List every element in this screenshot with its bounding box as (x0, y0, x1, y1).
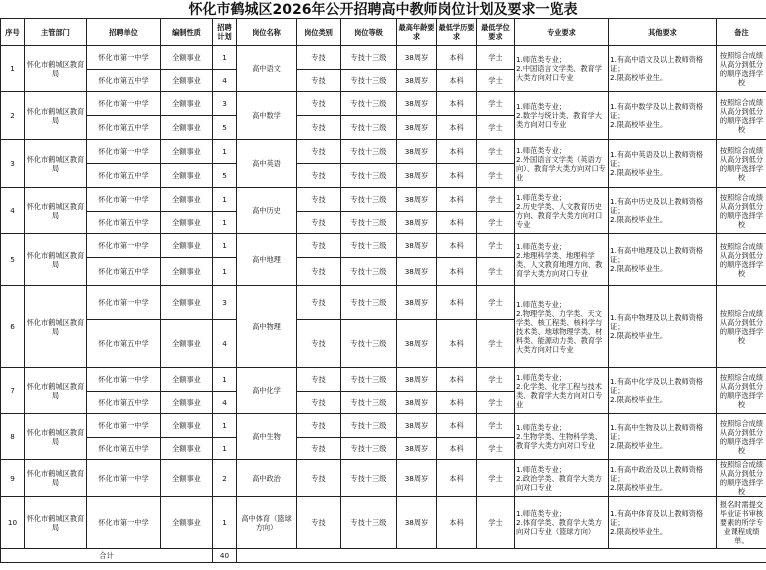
edu-cell: 本科 (437, 368, 477, 392)
unit-cell: 怀化市第一中学 (87, 414, 161, 438)
grade-cell: 专技十三级 (341, 92, 397, 116)
category-cell: 专技 (297, 188, 341, 212)
nature-cell: 全额事业 (161, 258, 213, 286)
page-title: 怀化市鹤城区2026年公开招聘高中教师岗位计划及要求一览表 (188, 2, 578, 18)
unit-cell: 怀化市第一中学 (87, 286, 161, 320)
grade-cell: 专技十三级 (341, 46, 397, 70)
plan-cell: 3 (213, 286, 237, 320)
header-seq: 序号 (1, 19, 25, 46)
dept-cell: 怀化市鹤城区教育局 (25, 46, 87, 92)
dept-cell: 怀化市鹤城区教育局 (25, 92, 87, 140)
plan-cell: 5 (213, 116, 237, 140)
edu-cell: 本科 (437, 286, 477, 320)
header-unit: 招聘单位 (87, 19, 161, 46)
seq-cell: 9 (1, 460, 25, 497)
plan-cell: 1 (213, 368, 237, 392)
grade-cell: 专技十三级 (341, 188, 397, 212)
nature-cell: 全额事业 (161, 92, 213, 116)
plan-cell: 1 (213, 46, 237, 70)
unit-cell: 怀化市第一中学 (87, 188, 161, 212)
degree-cell: 学士 (477, 92, 515, 116)
grade-cell: 专技十三级 (341, 286, 397, 320)
header-degree: 最低学位要求 (477, 19, 515, 46)
degree-cell: 学士 (477, 234, 515, 258)
nature-cell: 全额事业 (161, 234, 213, 258)
dept-cell: 怀化市鹤城区教育局 (25, 460, 87, 497)
edu-cell: 本科 (437, 188, 477, 212)
nature-cell: 全额事业 (161, 497, 213, 549)
note-cell: 按照综合成绩从高分到低分的顺序选择学校 (717, 92, 766, 140)
degree-cell: 学士 (477, 286, 515, 320)
age-cell: 38周岁 (397, 234, 437, 258)
dept-cell: 怀化市鹤城区教育局 (25, 140, 87, 188)
degree-cell: 学士 (477, 258, 515, 286)
plan-cell: 3 (213, 92, 237, 116)
major-cell: 1.师范类专业； 2.政治学类、教育学大类方向对口专业 (515, 460, 609, 497)
note-cell: 按照综合成绩从高分到低分的顺序选择学校 (717, 234, 766, 286)
note-cell: 按照综合成绩从高分到低分的顺序选择学校 (717, 140, 766, 188)
other-cell: 1.有高中语文及以上教师资格证； 2.限高校毕业生。 (609, 46, 717, 92)
degree-cell: 学士 (477, 368, 515, 392)
degree-cell: 学士 (477, 320, 515, 368)
age-cell: 38周岁 (397, 116, 437, 140)
grade-cell: 专技十三级 (341, 320, 397, 368)
table-row (1, 140, 766, 164)
other-cell: 1.有高中历史及以上教师资格证； 2.限高校毕业生。 (609, 188, 717, 234)
major-cell: 1.师范类专业； 2.化学类、化学工程与技术类、教育学大类方向对口专业 (515, 368, 609, 414)
grade-cell: 专技十三级 (341, 258, 397, 286)
plan-cell: 2 (213, 460, 237, 497)
table-row (1, 46, 766, 70)
note-cell: 按照综合成绩从高分到低分的顺序选择学校 (717, 368, 766, 414)
header-nature: 编制性质 (161, 19, 213, 46)
age-cell: 38周岁 (397, 414, 437, 438)
grade-cell: 专技十三级 (341, 212, 397, 234)
category-cell: 专技 (297, 258, 341, 286)
age-cell: 38周岁 (397, 188, 437, 212)
unit-cell: 怀化市第一中学 (87, 46, 161, 70)
seq-cell: 3 (1, 140, 25, 188)
recruitment-table (0, 18, 766, 563)
degree-cell: 学士 (477, 164, 515, 188)
header-category: 岗位类别 (297, 19, 341, 46)
edu-cell: 本科 (437, 320, 477, 368)
plan-cell: 1 (213, 212, 237, 234)
table-row (1, 497, 766, 549)
age-cell: 38周岁 (397, 368, 437, 392)
edu-cell: 本科 (437, 392, 477, 414)
other-cell: 1.有高中体育及以上教师资格证； 2.限高校毕业生。 (609, 497, 717, 549)
major-cell: 1.师范类专业； 2.数学与统计类、教育学大类方向对口专业 (515, 92, 609, 140)
plan-cell: 1 (213, 188, 237, 212)
dept-cell: 怀化市鹤城区教育局 (25, 497, 87, 549)
table-row (1, 188, 766, 212)
table-body (1, 46, 766, 563)
category-cell: 专技 (297, 140, 341, 164)
category-cell: 专技 (297, 414, 341, 438)
grade-cell: 专技十三级 (341, 392, 397, 414)
header-age: 最高年龄要求 (397, 19, 437, 46)
post-cell: 高中体育（篮球方向） (237, 497, 297, 549)
seq-cell: 5 (1, 234, 25, 286)
degree-cell: 学士 (477, 70, 515, 92)
total-row (1, 549, 766, 563)
major-cell: 1.师范类专业； 2.生物学类、生物科学类、教育学大类方向对口专业 (515, 414, 609, 460)
age-cell: 38周岁 (397, 460, 437, 497)
nature-cell: 全额事业 (161, 392, 213, 414)
nature-cell: 全额事业 (161, 140, 213, 164)
unit-cell: 怀化市第一中学 (87, 497, 161, 549)
degree-cell: 学士 (477, 116, 515, 140)
unit-cell: 怀化市第一中学 (87, 368, 161, 392)
header-note: 备注 (717, 19, 766, 46)
seq-cell: 8 (1, 414, 25, 460)
dept-cell: 怀化市鹤城区教育局 (25, 368, 87, 414)
nature-cell: 全额事业 (161, 438, 213, 460)
unit-cell: 怀化市第五中学 (87, 212, 161, 234)
header-row (1, 19, 766, 46)
table-row (1, 460, 766, 497)
plan-cell: 4 (213, 320, 237, 368)
age-cell: 38周岁 (397, 70, 437, 92)
post-cell: 高中地理 (237, 234, 297, 286)
unit-cell: 怀化市第五中学 (87, 392, 161, 414)
major-cell: 1.师范类专业； 2.历史学类、人文教育历史方向、教育学大类方向对口专业 (515, 188, 609, 234)
unit-cell: 怀化市第五中学 (87, 258, 161, 286)
post-cell: 高中历史 (237, 188, 297, 234)
grade-cell: 专技十三级 (341, 438, 397, 460)
plan-cell: 1 (213, 497, 237, 549)
table-row (1, 368, 766, 392)
edu-cell: 本科 (437, 234, 477, 258)
degree-cell: 学士 (477, 414, 515, 438)
header-edu: 最低学历要求 (437, 19, 477, 46)
edu-cell: 本科 (437, 70, 477, 92)
degree-cell: 学士 (477, 188, 515, 212)
other-cell: 1.有高中英语及以上教师资格证； 2.限高校毕业生。 (609, 140, 717, 188)
age-cell: 38周岁 (397, 92, 437, 116)
edu-cell: 本科 (437, 497, 477, 549)
edu-cell: 本科 (437, 438, 477, 460)
unit-cell: 怀化市第五中学 (87, 116, 161, 140)
grade-cell: 专技十三级 (341, 368, 397, 392)
nature-cell: 全额事业 (161, 286, 213, 320)
plan-cell: 5 (213, 164, 237, 188)
unit-cell: 怀化市第五中学 (87, 164, 161, 188)
unit-cell: 怀化市第一中学 (87, 460, 161, 497)
edu-cell: 本科 (437, 164, 477, 188)
category-cell: 专技 (297, 497, 341, 549)
nature-cell: 全额事业 (161, 188, 213, 212)
other-cell: 1.有高中政治及以上教师资格证； 2.限高校毕业生。 (609, 460, 717, 497)
major-cell: 1.师范类专业； 2.物理学类、力学类、天文学类、核工程类、核科学与技术类、地球物理学类、材料类、能源动力类、教育学大类方向对口专业 (515, 286, 609, 368)
table-row (1, 286, 766, 320)
degree-cell: 学士 (477, 140, 515, 164)
nature-cell: 全额事业 (161, 460, 213, 497)
unit-cell: 怀化市第一中学 (87, 92, 161, 116)
seq-cell: 10 (1, 497, 25, 549)
category-cell: 专技 (297, 92, 341, 116)
nature-cell: 全额事业 (161, 414, 213, 438)
grade-cell: 专技十三级 (341, 164, 397, 188)
category-cell: 专技 (297, 438, 341, 460)
age-cell: 38周岁 (397, 212, 437, 234)
degree-cell: 学士 (477, 438, 515, 460)
edu-cell: 本科 (437, 212, 477, 234)
dept-cell: 怀化市鹤城区教育局 (25, 234, 87, 286)
table-row (1, 234, 766, 258)
age-cell: 38周岁 (397, 438, 437, 460)
category-cell: 专技 (297, 392, 341, 414)
grade-cell: 专技十三级 (341, 414, 397, 438)
category-cell: 专技 (297, 164, 341, 188)
seq-cell: 7 (1, 368, 25, 414)
category-cell: 专技 (297, 286, 341, 320)
edu-cell: 本科 (437, 92, 477, 116)
table-row (1, 414, 766, 438)
post-cell: 高中政治 (237, 460, 297, 497)
post-cell: 高中语文 (237, 46, 297, 92)
age-cell: 38周岁 (397, 164, 437, 188)
unit-cell: 怀化市第一中学 (87, 234, 161, 258)
unit-cell: 怀化市第一中学 (87, 140, 161, 164)
other-cell: 1.有高中数学及以上教师资格证； 2.限高校毕业生。 (609, 92, 717, 140)
plan-cell: 1 (213, 414, 237, 438)
age-cell: 38周岁 (397, 46, 437, 70)
nature-cell: 全额事业 (161, 368, 213, 392)
category-cell: 专技 (297, 212, 341, 234)
major-cell: 1.师范类专业； 2.体育学类、教育学大类方向对口专业（篮球方向） (515, 497, 609, 549)
category-cell: 专技 (297, 320, 341, 368)
edu-cell: 本科 (437, 258, 477, 286)
header-major: 专业要求 (515, 19, 609, 46)
grade-cell: 专技十三级 (341, 234, 397, 258)
nature-cell: 全额事业 (161, 212, 213, 234)
post-cell: 高中化学 (237, 368, 297, 414)
plan-cell: 1 (213, 140, 237, 164)
age-cell: 38周岁 (397, 286, 437, 320)
age-cell: 38周岁 (397, 258, 437, 286)
degree-cell: 学士 (477, 497, 515, 549)
total-filler (237, 549, 766, 563)
major-cell: 1.师范类专业； 2.地理科学类、地理科学类、人文教育地理方向、教育学大类方向对口专业 (515, 234, 609, 286)
category-cell: 专技 (297, 116, 341, 140)
plan-cell: 1 (213, 438, 237, 460)
note-cell: 报名时需提交毕业证书审核要素的所学专业课程成绩单。 (717, 497, 766, 549)
dept-cell: 怀化市鹤城区教育局 (25, 414, 87, 460)
post-cell: 高中英语 (237, 140, 297, 188)
dept-cell: 怀化市鹤城区教育局 (25, 188, 87, 234)
note-cell: 按照综合成绩从高分到低分的顺序选择学校 (717, 414, 766, 460)
unit-cell: 怀化市第五中学 (87, 438, 161, 460)
other-cell: 1.有高中地理及以上教师资格证； 2.限高校毕业生。 (609, 234, 717, 286)
total-label: 合计 (1, 549, 213, 563)
category-cell: 专技 (297, 70, 341, 92)
seq-cell: 6 (1, 286, 25, 368)
post-cell: 高中数学 (237, 92, 297, 140)
nature-cell: 全额事业 (161, 116, 213, 140)
post-cell: 高中物理 (237, 286, 297, 368)
nature-cell: 全额事业 (161, 320, 213, 368)
header-other: 其他要求 (609, 19, 717, 46)
header-plan: 招聘计划 (213, 19, 237, 46)
unit-cell: 怀化市第五中学 (87, 70, 161, 92)
degree-cell: 学士 (477, 46, 515, 70)
unit-cell: 怀化市第五中学 (87, 320, 161, 368)
major-cell: 1.师范类专业； 2.外国语言文学类（英语方向）、教育学大类方向对口专业 (515, 140, 609, 188)
plan-cell: 1 (213, 258, 237, 286)
edu-cell: 本科 (437, 140, 477, 164)
other-cell: 1.有高中生物及以上教师资格证； 2.限高校毕业生。 (609, 414, 717, 460)
grade-cell: 专技十三级 (341, 116, 397, 140)
seq-cell: 1 (1, 46, 25, 92)
major-cell: 1.师范类专业； 2.中国语言文学类、教育学大类方向对口专业 (515, 46, 609, 92)
note-cell: 按照综合成绩从高分到低分的顺序选择学校 (717, 188, 766, 234)
post-cell: 高中生物 (237, 414, 297, 460)
grade-cell: 专技十三级 (341, 460, 397, 497)
edu-cell: 本科 (437, 460, 477, 497)
seq-cell: 4 (1, 188, 25, 234)
note-cell: 按照综合成绩从高分到低分的顺序选择学校 (717, 286, 766, 368)
edu-cell: 本科 (437, 116, 477, 140)
plan-cell: 4 (213, 392, 237, 414)
total-value: 40 (213, 549, 237, 563)
header-dept: 主管部门 (25, 19, 87, 46)
dept-cell: 怀化市鹤城区教育局 (25, 286, 87, 368)
nature-cell: 全额事业 (161, 46, 213, 70)
category-cell: 专技 (297, 46, 341, 70)
age-cell: 38周岁 (397, 320, 437, 368)
age-cell: 38周岁 (397, 140, 437, 164)
nature-cell: 全额事业 (161, 70, 213, 92)
seq-cell: 2 (1, 92, 25, 140)
other-cell: 1.有高中化学及以上教师资格证； 2.限高校毕业生。 (609, 368, 717, 414)
plan-cell: 1 (213, 234, 237, 258)
header-grade: 岗位等级 (341, 19, 397, 46)
plan-cell: 4 (213, 70, 237, 92)
note-cell: 按照综合成绩从高分到低分的顺序选择学校 (717, 460, 766, 497)
category-cell: 专技 (297, 368, 341, 392)
category-cell: 专技 (297, 460, 341, 497)
edu-cell: 本科 (437, 46, 477, 70)
degree-cell: 学士 (477, 392, 515, 414)
category-cell: 专技 (297, 234, 341, 258)
degree-cell: 学士 (477, 460, 515, 497)
grade-cell: 专技十三级 (341, 497, 397, 549)
edu-cell: 本科 (437, 414, 477, 438)
degree-cell: 学士 (477, 212, 515, 234)
age-cell: 38周岁 (397, 392, 437, 414)
nature-cell: 全额事业 (161, 164, 213, 188)
header-post: 岗位名称 (237, 19, 297, 46)
note-cell: 按照综合成绩从高分到低分的顺序选择学校 (717, 46, 766, 92)
grade-cell: 专技十三级 (341, 140, 397, 164)
table-row (1, 92, 766, 116)
age-cell: 38周岁 (397, 497, 437, 549)
other-cell: 1.有高中物理及以上教师资格证； 2.限高校毕业生。 (609, 286, 717, 368)
grade-cell: 专技十三级 (341, 70, 397, 92)
